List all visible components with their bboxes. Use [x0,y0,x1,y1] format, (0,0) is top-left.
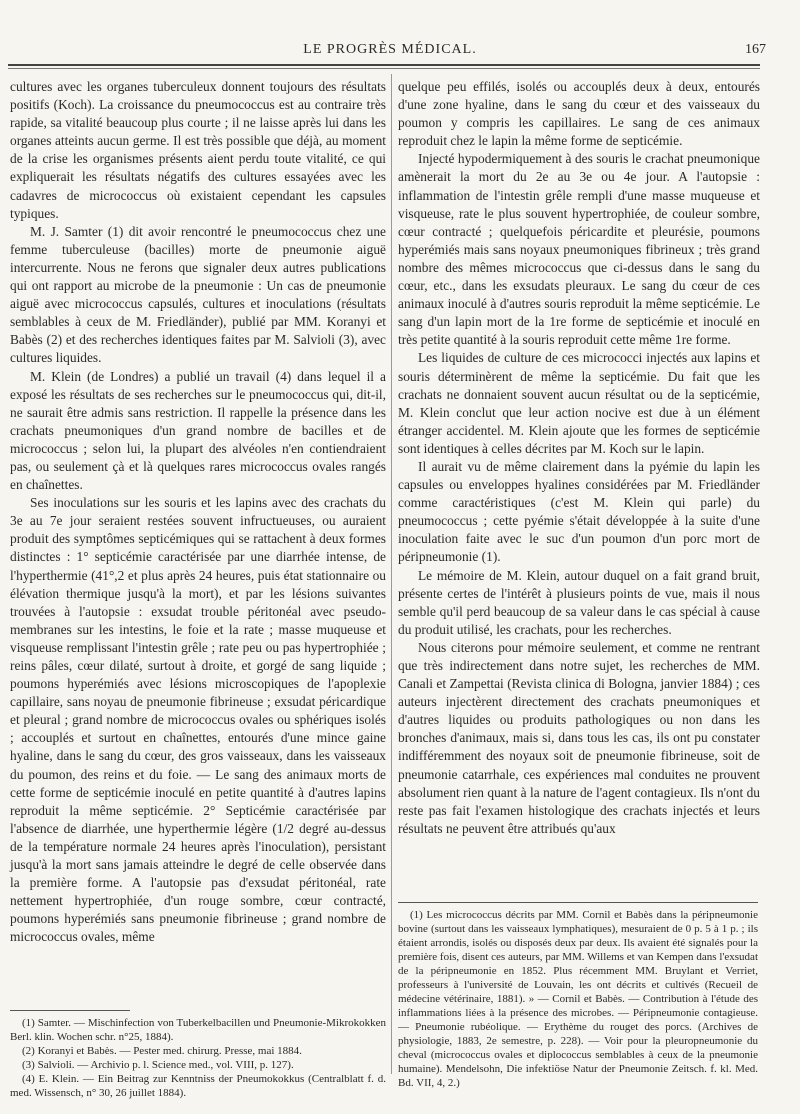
page-header [8,40,772,62]
paragraph: M. Klein (de Londres) a publié un travail (4) dans lequel il a exposé les résultats de ses recherches sur le pneumococcus qui, dit-il, ne saurait être admis sans restriction. Il rappelle la présence dans les crachats pneumoniques d'un grand nombre de bacilles et de micrococcus ; selon lui, la plupart des alvéoles n'en contiendraient pas, ou seulement çà et là quelques rares micrococcus ovales rangés en chaînettes. [10,368,386,493]
paragraph: Les liquides de culture de ces micrococci injectés aux lapins et souris déterminèrent de même la septicémie. Du fait que les crachats ne donnaient souvent aucun résultat ou de la septicémie, M. Klein conclut que leur action nocive est due à un élément étranger accidentel. M. Klein ajoute que les formes de septicémie sont identiques à celles décrites par M. Koch sur le lapin. [398,350,760,456]
right-column [398,78,760,838]
paragraph: M. J. Samter (1) dit avoir rencontré le pneumococcus chez une femme tuberculeuse (bacilles) morte de pneumonie aiguë intercurrente. Nous ne ferons que signaler deux autres publications qui ont rapport au microbe de la pneumonie : Un cas de pneumonie aiguë avec micrococcus capsulés, cultures et inoculations (résultats semblables à ceux de M. Friedländer), publié par MM. Koranyi et Babès (2) et des recherches identiques faites par M. Salvioli (3), avec cultures liquides. [10,223,386,366]
journal-title: LE PROGRÈS MÉDICAL. [303,42,477,57]
header-rule [8,64,760,66]
paragraph: Injecté hypodermiquement à des souris le crachat pneumonique amènerait la mort du 2e au 3e ou 4e jour. A l'autopsie : inflammation de l'intestin grêle rempli d'une masse muqueuse et visqueuse, rate le plus souvent hypertrophiée, de couleur sombre, cœur contracté ; quelquefois péricardite et pleurésie, poumons hyperémiés mais sans noyaux pneumoniques fibrineux ; très grand nombre des mêmes micrococcus que ci-dessus dans le sang du cœur, etc., dans les exsudats pleuraux. Le sang du cœur de ces animaux inoculé à d'autres souris reproduit la même septicémie. Le sang d'un lapin mort de la 1re forme de septicémie et inoculé en très petite quantité à la souris reproduit cette même 1re forme. [398,151,760,348]
footnote: (3) Salvioli. — Archivio p. l. Science med., vol. VIII, p. 127). [22,1059,294,1071]
paragraph: Nous citerons pour mémoire seulement, et comme ne rentrant que très indirectement dans notre sujet, les recherches de MM. Canali et Zampettai (Revista clinica di Bologna, janvier 1884) ; ces auteurs injectèrent directement des crachats pneumoniques et d'autres liquides ou produits pathologiques ou non dans les bronches d'animaux, mais si, dans tous les cas, ils ont pu constater indifféremment des noyaux soit de pneumonie fibrineuse, soit de pneumonie catarrhale, ces expériences mal conduites ne prouvent absolument rien quant à la nature de l'agent contagieux. Ils n'ont du reste pas fait l'examen histologique des crachats injectés et leurs résultats ne peuvent être attribués qu'aux [398,639,760,836]
paragraph: quelque peu effilés, isolés ou accouplés deux à deux, entourés d'une zone hyaline, dans le sang du cœur et des vaisseaux du poumon y compris les capillaires. Le sang de ces animaux reproduit chez le lapin la même forme de septicémie. [398,79,760,149]
paragraph: cultures avec les organes tuberculeux donnent toujours des résultats positifs (Koch). La croissance du pneumococcus est au contraire très rapide, sa vitalité beaucoup plus courte ; il ne laisse après lui dans les organes atteints aucun germe. Il est très possible que déjà, au moment de la crise les organismes présents aient perdu toute vitalité, ce qui expliquerait les résultats négatifs des cultures essayées avec les cadavres de micrococcus où existaient cependant les capsules typiques. [10,79,386,221]
footnote-rule-left [10,1010,130,1011]
page-number: 167 [745,42,766,57]
paragraph: Ses inoculations sur les souris et les lapins avec des crachats du 3e au 7e jour seraient restées souvent infructueuses, ou auraient produit des symptômes septicémiques qui se rattachent à deux formes distinctes : 1° septicémie caractérisée par une diarrhée intense, de l'hyperthermie (41°,2 et plus après 24 heures, puis état stationnaire ou élévation thermique jusqu'à la mort), et par les lésions suivantes trouvées à l'autopsie : exsudat trouble péritonéal avec pseudo-membranes sur les intestins, le foie et la rate ; masse muqueuse et visqueuse remplissant l'intestin grêle ; rate peu ou pas hypertrophiée ; reins pâles, cœur dilaté, surtout à droite, et gorgé de sang liquide ; poumons hyperémiés avec lésions microscopiques de l'apoplexie capillaire, sans noyau de pneumonie fibrineuse ; exsudat péricardique et pleural ; grand nombre de micrococcus ovales ou sphériques isolés ; accouplés et surtout en chaînettes, entourés d'une mince gaine hyaline, dans le sang du cœur, des gros vaisseaux, dans les vaisseaux du poumon, des reins et du foie. — Le sang des animaux morts de cette forme de septicémie inoculé en petite quantité à d'autres lapins reproduit la même septicémie. 2° Septicémie caractérisée par l'absence de diarrhée, une hyperthermie légère (1/2 degré au-dessus de la température normale 24 heures après l'inoculation), persistant jusqu'à la mort sans jamais atteindre le degré de celle observée dans la première forme. A l'autopsie pas d'exsudat péritonéal, rate nettement hypertrophiée, d'un rouge sombre, cœur contracté, poumons hyperémiés sans pneumonie fibrineuse ; grand nombre de micrococcus ovales, même [10,495,386,945]
footnote-rule-right [398,902,758,903]
footnote: (1) Samter. — Mischinfection von Tuberkelbacillen und Pneumonie-Mikrokokken Berl. klin. Wochen schr. n°25, 1884). [10,1017,386,1043]
left-column [10,78,386,947]
right-footnotes [398,908,758,1090]
column-divider [391,74,392,1074]
header-rule-thin [8,68,760,69]
left-footnotes [10,1016,386,1100]
paragraph: Il aurait vu de même clairement dans la pyémie du lapin les capsules ou enveloppes hyalines considérées par M. Friedländer comme caractéristiques (c'est M. Klein qui parle) du pneumococcus ; cette pyémie s'était développée à la suite d'une inoculation faite avec le suc d'un poumon d'un porc mort de péripneumonie (1). [398,458,760,565]
footnote: (2) Koranyi et Babès. — Pester med. chirurg. Presse, mai 1884. [22,1045,302,1057]
footnote: (1) Les micrococcus décrits par MM. Cornil et Babès dans la péripneumonie bovine (surtout dans les vaisseaux lymphatiques), mesuraient de 0 p. 5 à 1 p. ; ils étaient arrondis, isolés ou disposés deux par deux. Ils avaient été signalés pour la première fois, disent ces auteurs, par MM. Willems et van Kempen dans l'exsudat de la péripneumonie en 1852. Plus récemment MM. Bruylant et Verriet, professeurs à l'université de Louvain, les ont décrits et cultivés (Recueil de médecine vétérinaire, 1881). » — Cornil et Babès. — Contribution à l'étude des inflammations liées à la présence des microbes. — Péripneumonie contagieuse. — Pneumonie rubéolique. — Erythème du rouget des porcs. (Archives de physiologie, 1883, 2e semestre, p. 228). — Voir pour la pleuropneumonie du cheval (micrococcus ovales et diplococcus semblables à ceux de la pneumonie humaine). Mendelsohn, Die infektiöse Natur der Pneumonie Zeitsch. f. kl. Med. Bd. VII, 4, 2.) [398,909,758,1089]
paragraph: Le mémoire de M. Klein, autour duquel on a fait grand bruit, présente certes de l'intérêt à plusieurs points de vue, mais il nous semble qu'il perd beaucoup de sa valeur dans le cas spécial à cause du produit utilisé, les crachats, pour les recherches. [398,567,760,637]
footnote: (4) E. Klein. — Ein Beitrag zur Kenntniss der Pneumokokkus (Centralblatt f. d. med. Wissensch, n° 30, 26 juillet 1884). [10,1073,386,1099]
